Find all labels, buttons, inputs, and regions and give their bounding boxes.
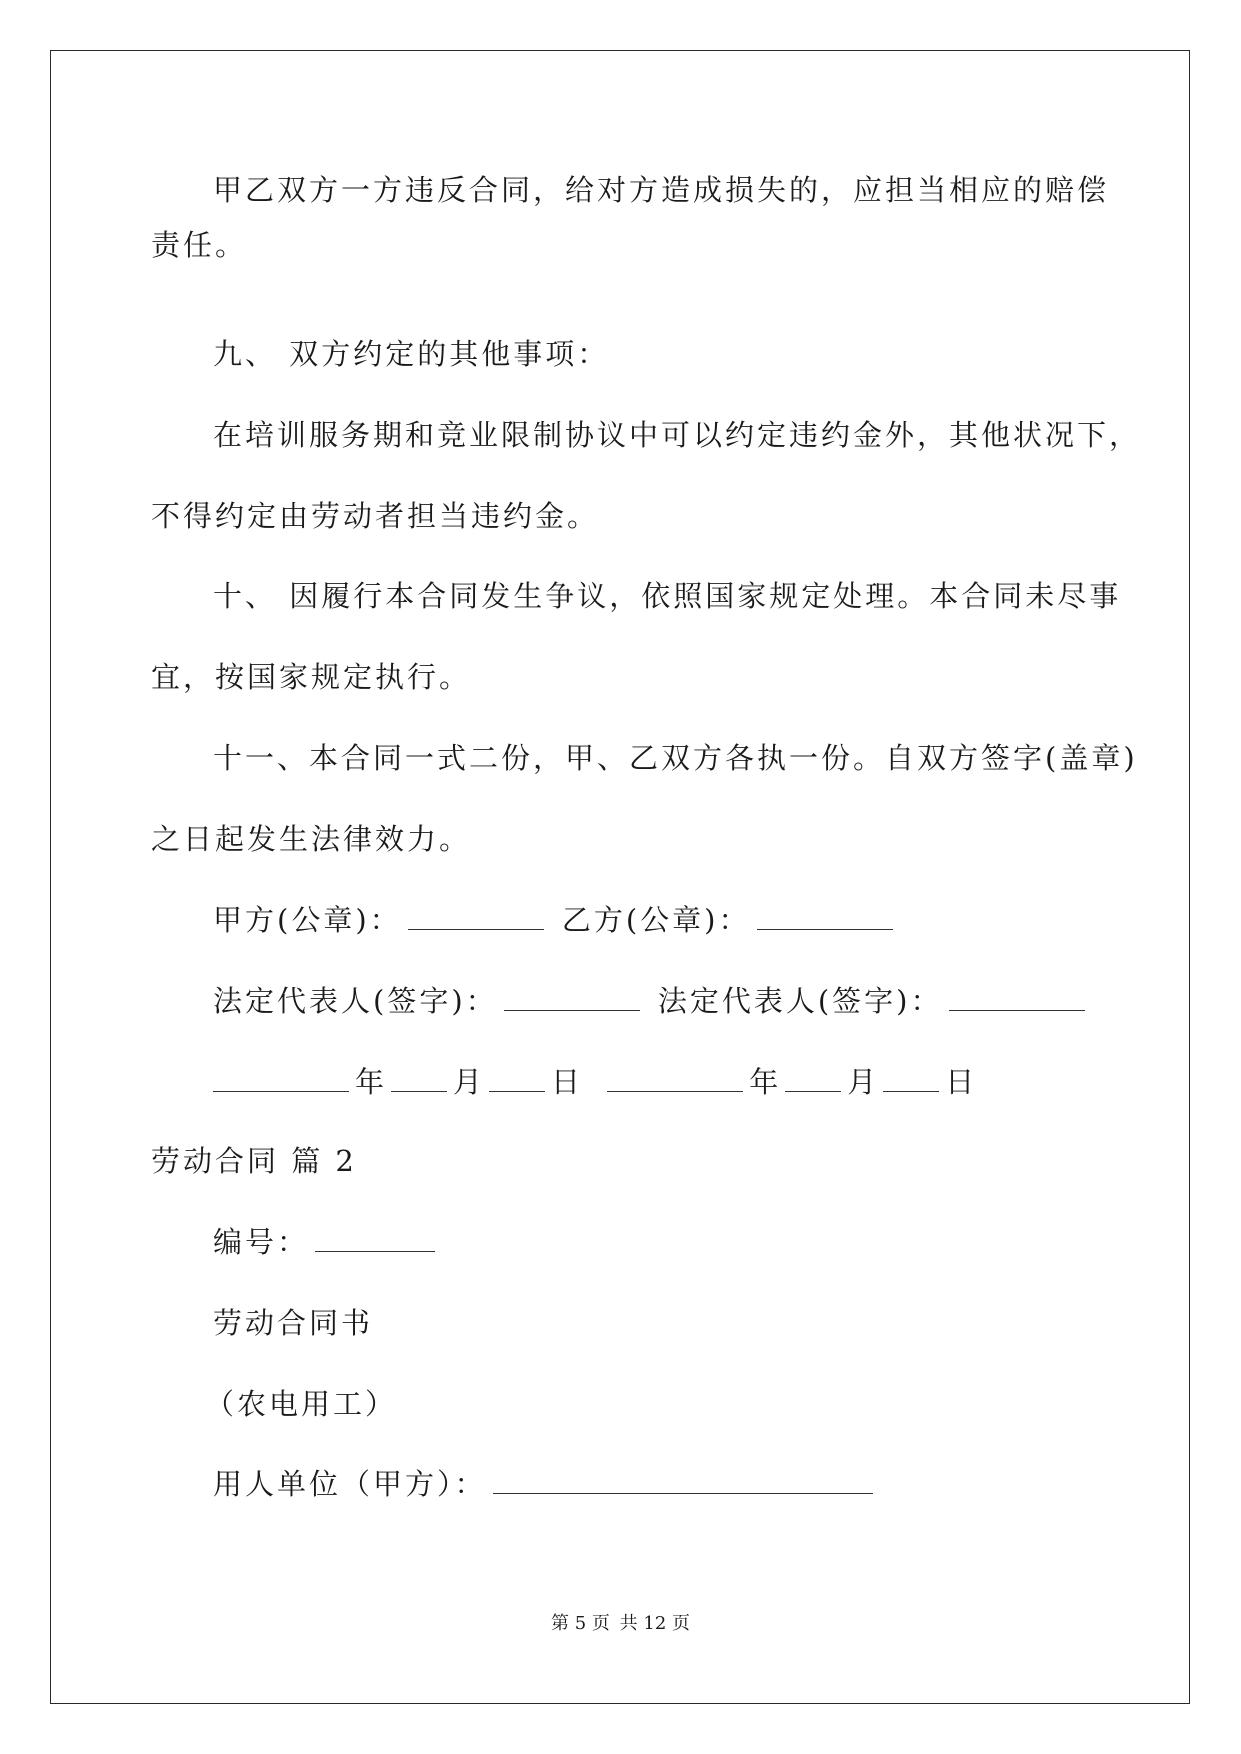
year-a-label: 年 [355,1065,386,1099]
paragraph-liability-line2: 责任。 [151,228,248,262]
clause-ten-line1: 十、 因履行本合同发生争议，依照国家规定处理。本合同未尽事 [213,579,1122,613]
page-border [50,50,1190,1704]
employer-blank [493,1467,873,1494]
year-b-label: 年 [749,1065,780,1099]
day-a-blank [489,1065,545,1092]
contract-number-label: 编号： [213,1225,310,1259]
legal-rep-a-label: 法定代表人(签字)： [213,984,498,1018]
paragraph-penalty-line1: 在培训服务期和竞业限制协议中可以约定违约金外，其他状况下， [213,418,1142,452]
clause-eleven-line2: 之日起发生法律效力。 [151,822,472,856]
month-a-blank [391,1065,447,1092]
date-row [213,1064,975,1100]
paragraph-liability-line1: 甲乙双方一方违反合同，给对方造成损失的，应担当相应的赔偿 [213,173,1110,207]
party-b-seal-label: 乙方(公章)： [561,903,751,937]
contract-number-blank [315,1225,435,1252]
legal-rep-a-blank [504,984,640,1011]
month-b-label: 月 [847,1065,878,1099]
clause-ten-line2: 宜，按国家规定执行。 [151,660,472,694]
total-pages: 共 12 页 [619,1613,690,1634]
year-b-blank [607,1065,743,1092]
employer-label: 用人单位（甲方）： [213,1467,487,1501]
day-a-label: 日 [551,1065,582,1099]
party-a-seal-label: 甲方(公章)： [213,903,402,937]
day-b-label: 日 [945,1065,976,1099]
document-subtitle: （农电用工） [205,1387,398,1421]
legal-rep-b-blank [949,984,1085,1011]
document-title: 劳动合同书 [213,1306,374,1340]
page-number: 第 5 页 [551,1613,610,1634]
legal-rep-row [213,983,1091,1019]
page-footer [0,1613,1241,1635]
month-b-blank [785,1065,841,1092]
day-b-blank [883,1065,939,1092]
employer-row [213,1466,879,1502]
seal-row [213,902,899,938]
clause-nine-heading: 九、 双方约定的其他事项： [213,337,610,371]
clause-eleven-line1: 十一、本合同一式二份，甲、乙双方各执一份。自双方签字(盖章) [213,741,1138,775]
legal-rep-b-label: 法定代表人(签字)： [657,984,943,1018]
month-a-label: 月 [453,1065,484,1099]
section-heading: 劳动合同 篇 2 [151,1144,357,1178]
contract-number-row [213,1224,441,1260]
paragraph-penalty-line2: 不得约定由劳动者担当违约金。 [151,499,600,533]
party-b-seal-blank [757,903,893,930]
year-a-blank [213,1065,349,1092]
party-a-seal-blank [408,903,544,930]
